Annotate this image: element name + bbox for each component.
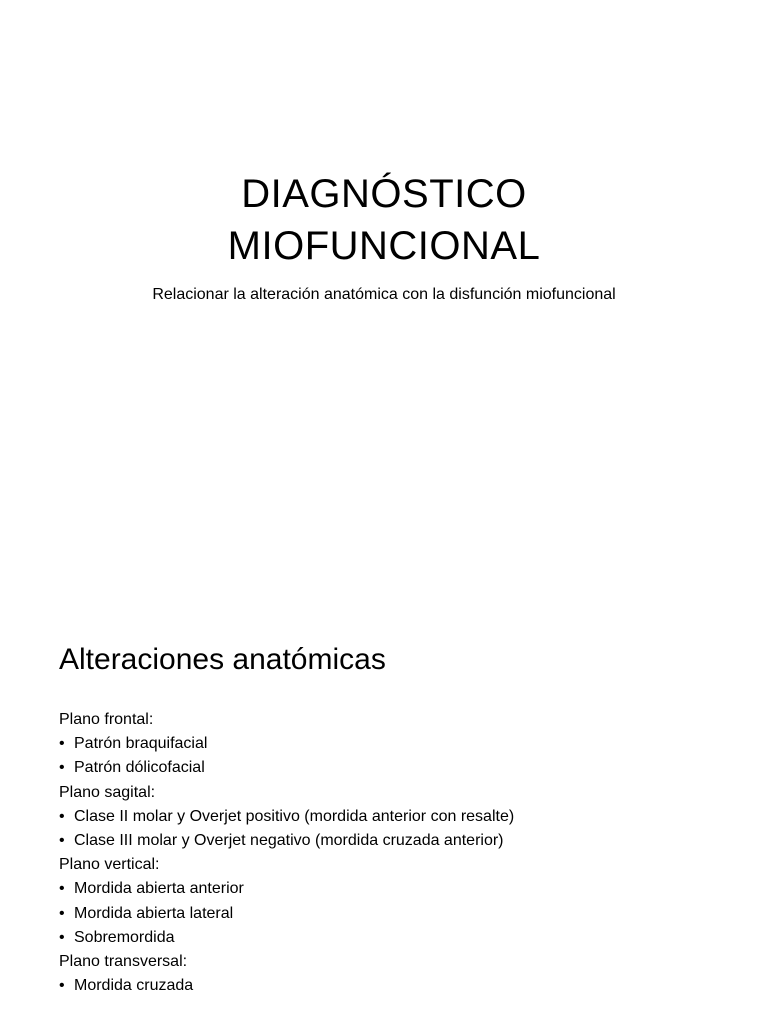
bullet-icon: •: [59, 735, 65, 753]
list-item-text: Clase II molar y Overjet positivo (mordida anterior con resalte): [74, 807, 515, 825]
section-heading: Plano frontal:: [59, 711, 154, 728]
bullet-list: [59, 805, 739, 853]
list-item: [59, 902, 739, 926]
section-vertical: [59, 853, 739, 950]
list-item-text: Mordida abierta lateral: [74, 904, 234, 922]
list-item-text: Mordida abierta anterior: [74, 880, 244, 898]
bullet-icon: •: [59, 928, 65, 946]
section-heading: Plano transversal:: [59, 953, 188, 971]
bullet-icon: •: [59, 880, 65, 898]
list-item-text: Clase III molar y Overjet negativo (mordida cruzada anterior): [74, 832, 504, 850]
section-heading: Plano vertical:: [59, 856, 160, 874]
section-transversal: [59, 950, 739, 998]
content-slide: [0, 600, 768, 1024]
bullet-icon: •: [59, 904, 65, 922]
list-item: [59, 829, 739, 853]
list-item: [59, 805, 739, 829]
list-item-text: Patrón dólicofacial: [74, 759, 205, 777]
list-item: [59, 877, 739, 901]
list-item-text: Mordida cruzada: [74, 977, 194, 995]
slide-subtitle: Relacionar la alteración anatómica con la disfunción miofuncional: [152, 286, 616, 303]
slide-title-line-2: MIOFUNCIONAL: [227, 224, 541, 268]
list-item-text: Sobremordida: [74, 928, 175, 946]
bullet-list: [59, 732, 739, 780]
section-sagital: [59, 781, 739, 854]
bullet-list: [59, 877, 739, 950]
list-item: [59, 756, 739, 780]
slide-title-line-1: DIAGNÓSTICO: [241, 172, 527, 216]
bullet-icon: •: [59, 759, 65, 777]
bullet-icon: •: [59, 807, 65, 825]
bullet-list: [59, 974, 739, 998]
slide-title: [0, 168, 768, 272]
list-item: [59, 974, 739, 998]
content-slide-title: Alteraciones anatómicas: [59, 643, 386, 676]
bullet-icon: •: [59, 832, 65, 850]
list-item: [59, 732, 739, 756]
list-item-text: Patrón braquifacial: [74, 735, 208, 753]
section-heading: Plano sagital:: [59, 783, 156, 801]
bullet-icon: •: [59, 977, 65, 995]
list-item: [59, 926, 739, 950]
section-frontal: [59, 708, 739, 781]
content-body: [59, 708, 739, 998]
